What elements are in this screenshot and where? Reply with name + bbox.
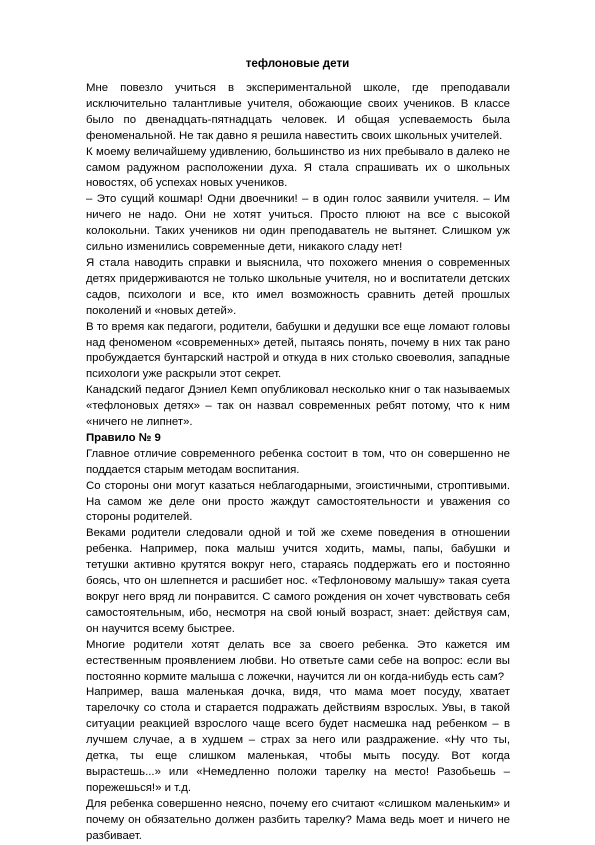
document-title: тефлоновые дети <box>245 57 350 70</box>
paragraph: В то время как педагоги, родители, бабушки и дедушки все еще ломают головы над феноменом «современных» детей, пытаясь понять, почему в них так рано пробуждается бунтарский настрой и откуда в них столько своеволия, западные психологи уже раскрыли этот секрет. <box>86 320 510 381</box>
paragraph: Я стала наводить справки и выяснила, что похожего мнения о современных детях придерживаются не только школьные учителя, но и воспитатели детских садов, психологи и все, кто имел возможность сравнить детей прошлых поколений и «новых детей». <box>86 256 510 317</box>
paragraph: Со стороны они могут казаться неблагодарными, эгоистичными, строптивыми. На самом же деле они просто жаждут самостоятельности и уважения со стороны родителей. <box>86 479 510 524</box>
paragraph: Главное отличие современного ребенка состоит в том, что он совершенно не поддается старым методам воспитания. <box>86 447 510 476</box>
paragraph: – Это сущий кошмар! Одни двоечники! – в один голос заявили учителя. – Им ничего не надо. Они не хотят учиться. Просто плюют на все с высокой колокольни. Таких учеников ни один преподаватель не вытянет. Слишком уж сильно изменились современные дети, никакого сладу нет! <box>86 193 510 254</box>
section-heading: Правило № 9 <box>86 431 161 444</box>
paragraph: Мне повезло учиться в экспериментальной школе, где преподавали исключительно талантливые учителя, обожающие своих учеников. В классе было по двенадцать-пятнадцать человек. И общая успеваемость была феноменальной. Не так давно я решила навестить своих школьных учителей. <box>86 82 510 142</box>
paragraph: Канадский педагог Дэниел Кемп опубликовал несколько книг о так называемых «тефлоновых детях» – так он назвал современных ребят потому, что к ним «ничего не липнет». <box>86 384 510 429</box>
paragraph: Например, ваша маленькая дочка, видя, что мама моет посуду, хватает тарелочку со стола и старается подражать действиям взрослых. Увы, в такой ситуации реакцией взрослого чаще всего будет насмешка над ребенком – в лучшем случае, а в худшем – страх за него или раздражение. «Ну что ты, детка, ты еще слишком маленькая, чтобы мыть посуду. Вот когда вырастешь...» или «Немедленно положи тарелку на место! Разобьешь – порежешься!» и т.д. <box>86 686 510 794</box>
document-body <box>86 81 510 845</box>
paragraph: К моему величайшему удивлению, большинство из них пребывало в далеко не самом радужном расположении духа. Я стала спрашивать их о школьных новостях, об успехах новых учеников. <box>86 145 510 190</box>
paragraph: Для ребенка совершенно неясно, почему его считают «слишком маленьким» и почему он обязательно должен разбить тарелку? Мама ведь моет и ничего не разбивает. <box>86 797 510 842</box>
paragraph: Многие родители хотят делать все за своего ребенка. Это кажется им естественным проявлением любви. Но ответьте сами себе на вопрос: если вы постоянно кормите малыша с ложечки, научится ли он когда-нибудь есть сам? <box>86 638 510 683</box>
paragraph: Веками родители следовали одной и той же схеме поведения в отношении ребенка. Например, пока малыш учится ходить, мамы, папы, бабушки и тетушки активно крутятся вокруг него, стараясь поддержать его и постоянно боясь, что он шлепнется и расшибет нос. «Тефлоновому малышу» такая суета вокруг него вряд ли понравится. С самого рождения он хочет чувствовать себя самостоятельным, ибо, несмотря на свой юный возраст, знает: действуя сам, он научится всему быстрее. <box>86 527 510 635</box>
